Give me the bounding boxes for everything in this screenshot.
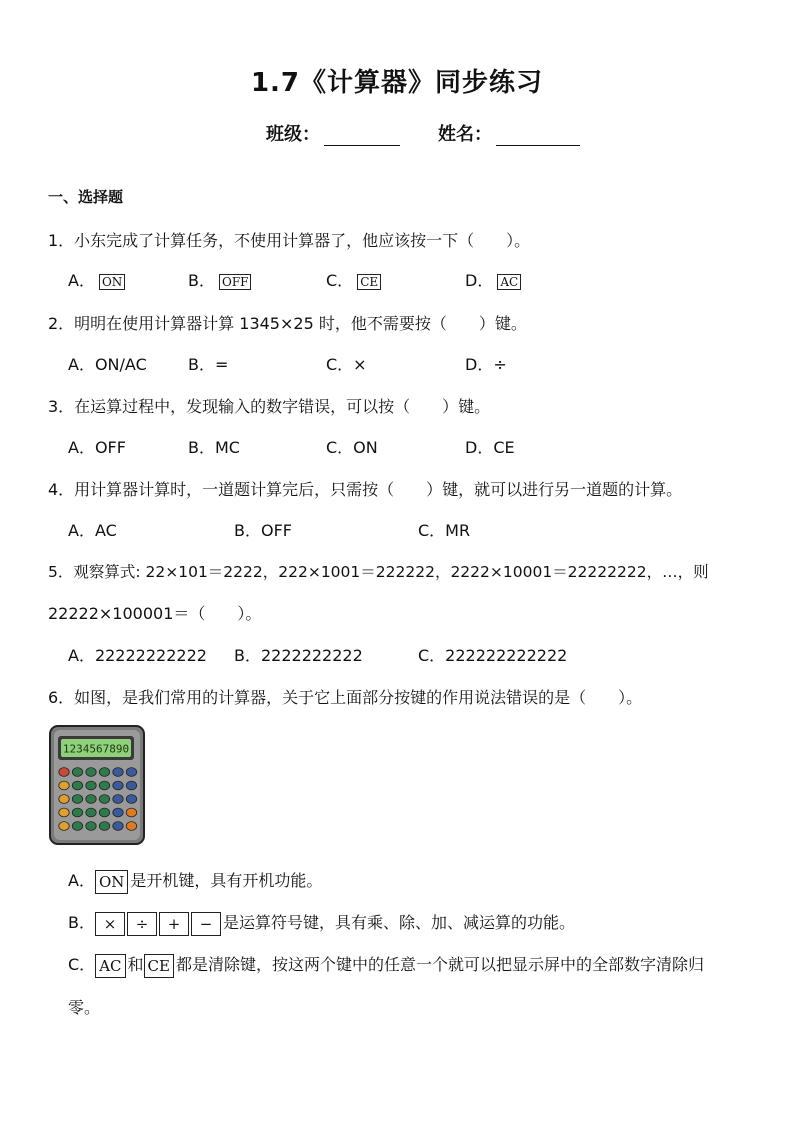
q2-option-c: C．×: [326, 355, 367, 374]
calculator-key-icon: [126, 768, 136, 777]
calculator-key-icon: [72, 808, 82, 817]
calculator-image: [48, 724, 146, 846]
question-5: 5．观察算式: 22×101＝2222，222×1001＝222222，2222×10001＝22222222，…，则: [48, 563, 709, 581]
question-2: 2．明明在使用计算器计算 1345×25 时，他不需要按（ ）键。: [48, 314, 527, 333]
on-key: ON: [99, 274, 125, 290]
q5-option-c: C．222222222222: [418, 646, 568, 665]
question-5-cont: 22222×100001＝（ ）。: [48, 604, 262, 623]
q1-option-a: A． ON: [68, 268, 125, 291]
q5-option-b: B．2222222222: [234, 646, 363, 665]
q6-option-b: B． × ÷ + − 是运算符号键，具有乘、除、加、减运算的功能。: [68, 910, 575, 936]
q2-option-d: D．÷: [465, 355, 507, 374]
calculator-key-icon: [99, 822, 109, 831]
calculator-key-icon: [72, 781, 82, 790]
q1-option-b: B． OFF: [188, 268, 251, 291]
q4-option-b: B．OFF: [234, 521, 292, 540]
name-blank: [496, 127, 580, 146]
calculator-key-icon: [86, 822, 96, 831]
ce-key: CE: [144, 954, 174, 978]
on-key: ON: [95, 870, 128, 894]
calculator-key-icon: [99, 781, 109, 790]
q4-option-a: A．AC: [68, 521, 117, 540]
calculator-key-icon: [72, 822, 82, 831]
q5-option-a: A．22222222222: [68, 646, 207, 665]
calculator-key-icon: [113, 822, 123, 831]
question-4: 4．用计算器计算时，一道题计算完后，只需按（ ）键，就可以进行另一道题的计算。: [48, 480, 683, 499]
calculator-key-icon: [113, 795, 123, 804]
q3-option-d: D．CE: [465, 438, 515, 457]
calculator-key-icon: [59, 822, 69, 831]
ac-key: AC: [95, 954, 125, 978]
name-label: 姓名：: [438, 124, 492, 145]
q6-option-c: C． AC 和 CE 都是清除键，按这两个键中的任意一个就可以把显示屏中的全部数字清除归: [68, 952, 704, 978]
calculator-key-icon: [72, 795, 82, 804]
multiply-key: ×: [95, 912, 125, 936]
q3-option-a: A．OFF: [68, 438, 126, 457]
calculator-key-icon: [113, 768, 123, 777]
calculator-key-icon: [72, 768, 82, 777]
calculator-key-icon: [99, 768, 109, 777]
q6-option-c-cont: 零。: [68, 998, 101, 1017]
q3-option-c: C．ON: [326, 438, 378, 457]
student-info: [266, 120, 580, 146]
plus-key: +: [159, 912, 189, 936]
section-heading: 一、选择题: [48, 188, 124, 206]
ac-key: AC: [497, 274, 521, 290]
divide-key: ÷: [127, 912, 157, 936]
question-3: 3．在运算过程中，发现输入的数字错误，可以按（ ）键。: [48, 397, 491, 416]
calculator-key-icon: [99, 795, 109, 804]
q2-option-a: A．ON/AC: [68, 355, 147, 374]
q1-option-c: C． CE: [326, 268, 381, 291]
calculator-key-icon: [59, 795, 69, 804]
calculator-key-icon: [126, 808, 136, 817]
calculator-key-icon: [113, 808, 123, 817]
calculator-key-icon: [126, 822, 136, 831]
calculator-key-icon: [59, 781, 69, 790]
calculator-key-icon: [59, 768, 69, 777]
q6-option-a: A． ON 是开机键，具有开机功能。: [68, 868, 322, 894]
q2-option-b: B．=: [188, 355, 229, 374]
calculator-display: 1234567890: [62, 742, 130, 756]
calculator-key-icon: [86, 808, 96, 817]
off-key: OFF: [219, 274, 252, 290]
class-blank: [324, 127, 400, 146]
calculator-key-icon: [99, 808, 109, 817]
q3-option-b: B．MC: [188, 438, 240, 457]
calculator-key-icon: [86, 768, 96, 777]
question-1: 1．小东完成了计算任务，不使用计算器了，他应该按一下（ ）。: [48, 231, 531, 250]
page-title: 1.7《计算器》同步练习: [250, 68, 544, 98]
calculator-key-icon: [86, 781, 96, 790]
question-6: 6．如图，是我们常用的计算器，关于它上面部分按键的作用说法错误的是（ ）。: [48, 688, 643, 707]
calculator-key-icon: [59, 808, 69, 817]
class-label: 班级：: [266, 124, 320, 145]
q4-option-c: C．MR: [418, 521, 471, 540]
calculator-key-icon: [86, 795, 96, 804]
calculator-key-icon: [113, 781, 123, 790]
q1-option-d: D． AC: [465, 268, 521, 291]
calculator-key-icon: [126, 795, 136, 804]
ce-key: CE: [357, 274, 381, 290]
minus-key: −: [191, 912, 221, 936]
calculator-key-icon: [126, 781, 136, 790]
